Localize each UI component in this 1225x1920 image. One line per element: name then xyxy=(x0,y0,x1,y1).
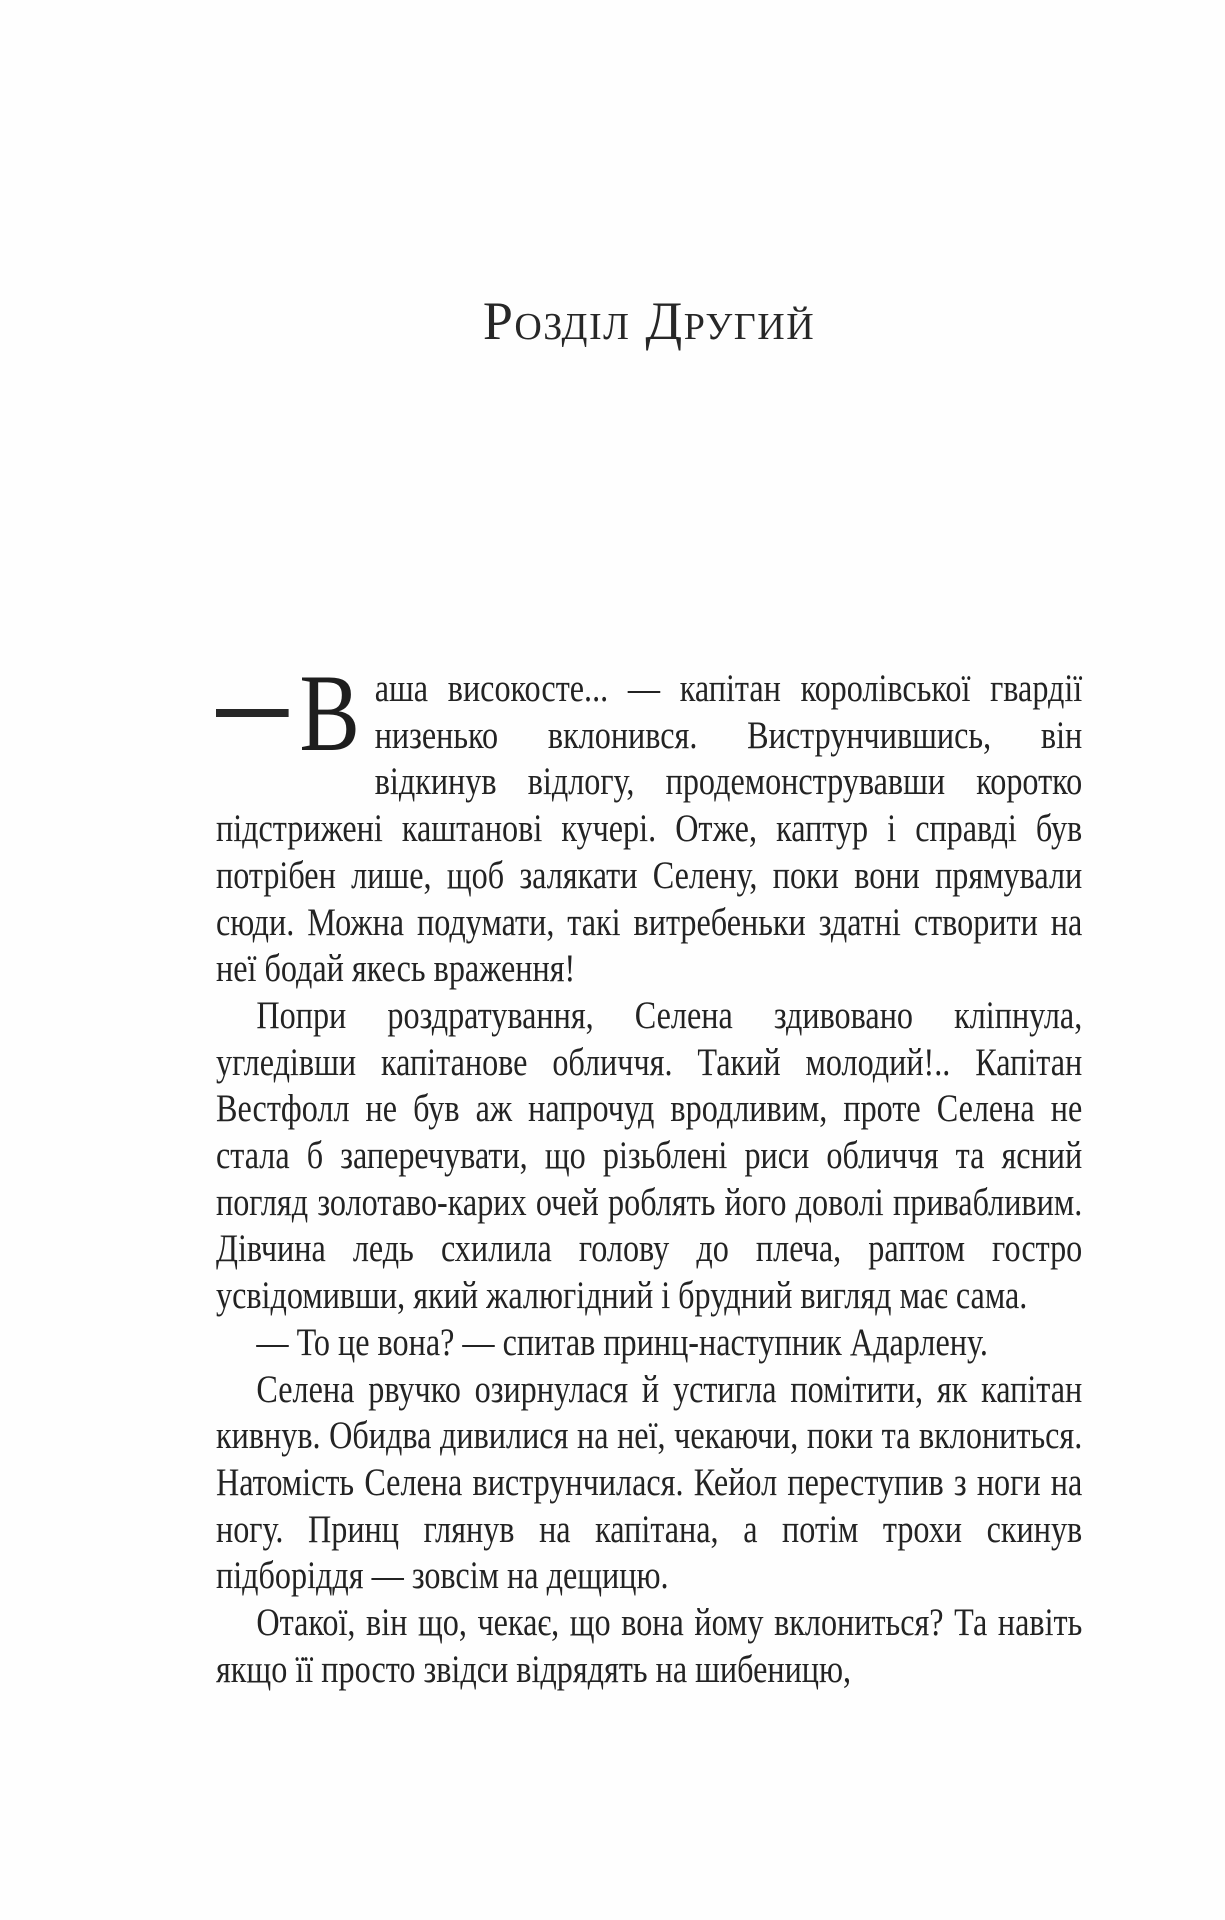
paragraph: Селена рвучко озирнулася й устигла помітити, як капітан кивнув. Обидва дивилися на неї, чекаючи, поки та вклониться. Натомість Селена виструнчилася. Кейол переступив з ноги на ногу. Принц глянув на капітана, а потім трохи скинув підборіддя — зовсім на дещицю. xyxy=(216,1367,1083,1598)
dropcap-letter: В xyxy=(299,652,360,774)
paragraph: Попри роздратування, Селена здивовано кліпнула, угледівши капітанове обличчя. Такий молодий!.. Капітан Вестфолл не був аж напрочуд вродливим, проте Селена не стала б заперечувати, що різьблені риси обличчя та ясний погляд золотаво-карих очей роблять його доволі привабливим. Дівчина ледь схилила голову до плеча, раптом гостро усвідомивши, який жалюгідний і брудний вигляд має сама. xyxy=(216,993,1083,1318)
text-column xyxy=(216,652,1083,1693)
paragraph: — То це вона? — спитав принц-наступник Адарлену. xyxy=(256,1320,988,1364)
dialogue-dash-icon xyxy=(216,709,289,717)
dropcap-opener xyxy=(216,652,375,774)
paragraph: Отакої, він що, чекає, що вона йому вклониться? Та навіть якщо її просто звідси відрядять на шибеницю, xyxy=(216,1601,1083,1691)
chapter-title: Розділ Другий xyxy=(482,291,816,351)
paragraph: В аша високосте... — капітан королівської гвардії низенько вклонився. Виструнчившись, він відкинув відлогу, продемонструвавши коротко підстрижені каштанові кучері. Отже, каптур і справді був потрібен лише, щоб залякати Селену, поки вони прямували сюди. Можна подумати, такі витребеньки здатні створити на неї бодай якесь враження! xyxy=(216,652,1083,991)
